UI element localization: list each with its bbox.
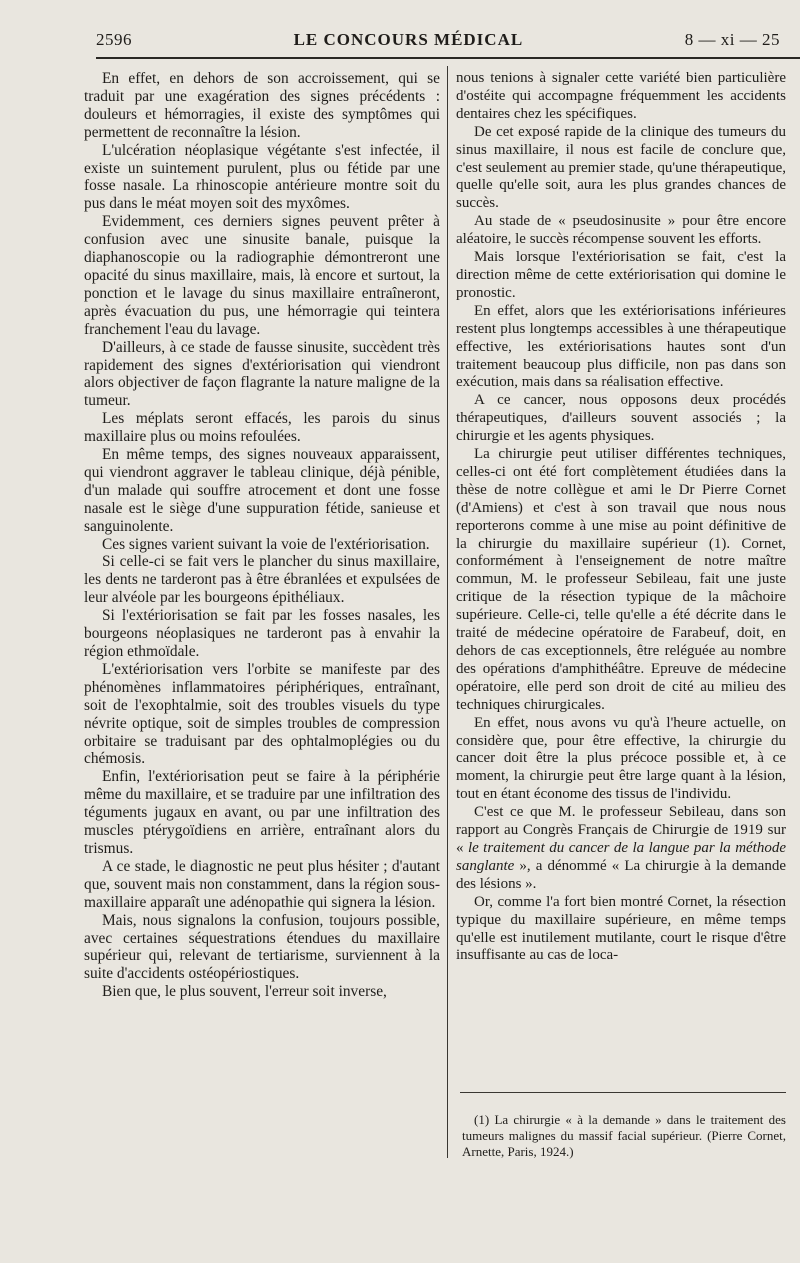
footnote-text: (1) La chirurgie « à la demande » dans le traitement des tumeurs malignes du massif facial supérieur. (Pierre Cornet, Arnette, Paris, 1924.) (462, 1112, 786, 1159)
citation-title: le traitement du cancer de la langue par la méthode sanglante (456, 839, 787, 874)
paragraph: En effet, alors que les extériorisations inférieures restent plus longtemps accessibles à une thérapeutique effective, les extériorisations hautes sont d'un traitement beaucoup plus difficile, non pas dans son exécution, mais dans sa réalisation effective. (456, 302, 786, 391)
paragraph: A ce stade, le diagnostic ne peut plus hésiter ; d'autant que, souvent mais non constamment, dans la région sous-maxillaire apparaît une adénopathie qui signera la lésion. (84, 857, 440, 911)
paragraph: L'ulcération néoplasique végétante s'est infectée, il existe un suintement purulent, plus ou fétide par une fosse nasale. La rhinoscopie antérieure montre soit du pus dans le méat moyen soit des myxômes. (84, 141, 440, 213)
paragraph: En même temps, des signes nouveaux apparaissent, qui viendront aggraver le tableau clinique, déjà pénible, d'un malade qui souffre atrocement et dont une fosse nasale est le siège d'une suppuration fétide, sanieuse et sanguinolente. (84, 446, 440, 535)
paragraph: Si l'extériorisation se fait par les fosses nasales, les bourgeons néoplasiques ne tarderont pas à envahir la région ethmoïdale. (84, 607, 440, 660)
paragraph: Les méplats seront effacés, les parois du sinus maxillaire plus ou moins refoulées. (84, 410, 440, 446)
footnote-rule (460, 1092, 786, 1093)
journal-title: LE CONCOURS MÉDICAL (293, 30, 524, 49)
paragraph: La chirurgie peut utiliser différentes techniques, celles-ci ont été fort complètement étudiées dans la thèse de notre collègue et ami le Dr Pierre Cornet (d'Amiens) et c'est à son travail que nous nous reporterons comme à une mise au point définitive de la chirurgie du maxillaire supérieur (1). Cornet, conformément à l'enseignement de notre maître commun, M. le professeur Sebileau, fait une juste critique de la résection typique de la mâchoire supérieure. Celle-ci, telle qu'elle a été décrite dans le traité de médecine opératoire de Farabeuf, doit, en dehors de cas exceptionnels, être reléguée au nombre des opérations d'amphithéâtre. Epreuve de médecine opératoire, elle perd son droit de cité au milieu des techniques chirurgicales. (456, 446, 786, 713)
page-header (96, 27, 780, 53)
citation-paragraph (456, 804, 786, 894)
right-column (456, 70, 786, 965)
paragraph: Ces signes varient suivant la voie de l'extériorisation. (102, 535, 430, 553)
paragraph: A ce cancer, nous opposons deux procédés thérapeutiques, d'ailleurs souvent associés ; la chirurgie et les agents physiques. (456, 392, 786, 445)
paragraph: En effet, en dehors de son accroissement, qui se traduit par une exagération des signes précédents : douleurs et hémorragies, il existe des symptômes qui permettent de reconnaître la lésion. (84, 70, 440, 141)
paragraph: Mais, nous signalons la confusion, toujours possible, avec certaines séquestrations étendues du maxillaire supérieur qui, relevant de tertiarisme, surviennent à la suite d'accidents ostéopériostiques. (84, 911, 440, 983)
paragraph: Bien que, le plus souvent, l'erreur soit inverse, (102, 983, 387, 1001)
footnote (462, 1112, 786, 1160)
paragraph: Mais lorsque l'extériorisation se fait, c'est la direction même de cette extériorisation qui domine le pronostic. (456, 249, 786, 301)
paragraph: Si celle-ci se fait vers le plancher du sinus maxillaire, les dents ne tarderont pas à être ébranlées et expulsées de leur alvéole par les bourgeons épithéliaux. (84, 553, 440, 607)
paragraph: D'ailleurs, à ce stade de fausse sinusite, succèdent très rapidement des signes d'extériorisation qui viendront alors objectiver de façon flagrante la nature maligne de la tumeur. (84, 338, 440, 410)
paragraph: En effet, nous avons vu qu'à l'heure actuelle, on considère que, pour être effective, la chirurgie du cancer doit être la plus précoce possible et, à ce moment, la chirurgie peut être large quant à la lésion, tout en étant économe des tissus de l'individu. (456, 714, 786, 803)
column-divider (447, 66, 448, 1158)
paragraph: Au stade de « pseudosinusite » pour être encore aléatoire, le succès récompense souvent les efforts. (456, 213, 786, 248)
header-rule (96, 57, 800, 59)
citation-text: », a dénommé « La chirurgie à la demande des lésions ». (456, 857, 786, 892)
page-number: 2596 (96, 30, 132, 49)
citation-text: C'est ce que M. le professeur Sebileau, dans son rapport au Congrès Français de Chirurgie de 1919 sur « (456, 804, 786, 856)
issue-date: 8 — xi — 25 (684, 30, 780, 49)
paragraph: Evidemment, ces derniers signes peuvent prêter à confusion avec une sinusite banale, puisque la diaphanoscopie ou la radiographie démontreront une opacité du sinus maxillaire, mais, là encore et surtout, la ponction et le lavage du sinus maxillaire entraîneront, après évacuation du pus, une hémorragie qui teintera franchement l'eau du lavage. (84, 213, 440, 338)
paragraph: Enfin, l'extériorisation peut se faire à la périphérie même du maxillaire, et se traduire par une infiltration des téguments jugaux en avant, ou par une infiltration des muscles ptérygoïdiens en arrière, entraînant alors du trismus. (84, 768, 440, 857)
paragraph: De cet exposé rapide de la clinique des tumeurs du sinus maxillaire, il nous est facile de conclure que, c'est seulement au premier stade, qu'une thérapeutique, quelle qu'elle soit, aura les plus grandes chances de succès. (456, 123, 786, 212)
paragraph: L'extériorisation vers l'orbite se manifeste par des phénomènes inflammatoires périphériques, entraînant, soit de l'exophtalmie, soit des troubles visuels du type névrite optique, soit de simples troubles de compression orbitaire se traduisant par des ophtalmoplégies ou du chémosis. (84, 660, 440, 768)
paragraph: Or, comme l'a fort bien montré Cornet, la résection typique du maxillaire supérieure, en même temps qu'elle est inutilement mutilante, court le risque d'être insuffisante au cas de loca- (456, 893, 786, 964)
paragraph: nous tenions à signaler cette variété bien particulière d'ostéite qui accompagne fréquemment les accidents dentaires chez les spécifiques. (456, 70, 786, 122)
left-column (84, 70, 440, 1001)
